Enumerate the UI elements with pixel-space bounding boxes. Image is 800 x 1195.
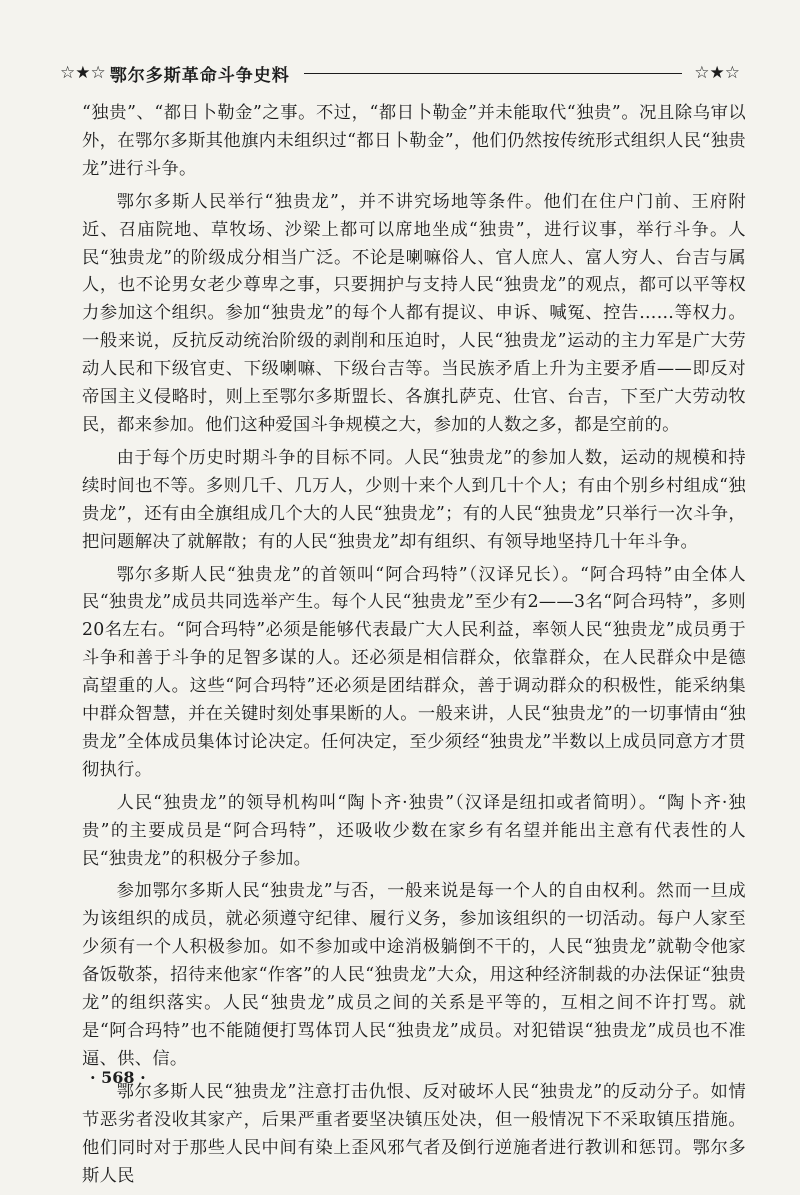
running-header: [60, 58, 740, 88]
paragraph: “独贵”、“都日卜勒金”之事。不过，“都日卜勒金”并未能取代“独贵”。况且除乌审以外，在鄂尔多斯其他旗内未组织过“都日卜勒金”，他们仍然按传统形式组织人民“独贵龙”进行斗争。: [82, 103, 746, 179]
body-text: [82, 100, 746, 1195]
paragraph: 鄂尔多斯人民“独贵龙”注意打击仇恨、反对破坏人民“独贵龙”的反动分子。如情节恶劣者没收其家产，后果严重者要坚决镇压处决，但一般情况下不采取镇压措施。他们同时对于那些人民中间有染上歪风邪气者及倒行逆施者进行教训和惩罚。鄂尔多斯人民: [82, 1081, 746, 1186]
paragraph: 由于每个历史时期斗争的目标不同。人民“独贵龙”的参加人数，运动的规模和持续时间也不等。多则几千、几万人，少则十来个人到几十个人；有由个别乡村组成“独贵龙”，还有由全旗组成几个大的人民“独贵龙”；有的人民“独贵龙”只举行一次斗争，把问题解决了就解散；有的人民“独贵龙”却有组织、有领导地坚持几十年斗争。: [82, 447, 746, 552]
header-rule: [304, 73, 683, 74]
paragraph: 参加鄂尔多斯人民“独贵龙”与否，一般来说是每一个人的自由权利。然而一旦成为该组织的成员，就必须遵守纪律、履行义务，参加该组织的一切活动。每户人家至少须有一个人积极参加。如不参加或中途消极躺倒不干的，人民“独贵龙”就勒令他家备饭敬茶，招待来他家“作客”的人民“独贵龙”大众，用这种经济制裁的办法保证“独贵龙”的组织落实。人民“独贵龙”成员之间的关系是平等的，互相之间不许打骂。就是“阿合玛特”也不能随便打骂体罚人民“独贵龙”成员。对犯错误“独贵龙”成员也不准逼、供、信。: [82, 881, 746, 1069]
paragraph: 鄂尔多斯人民“独贵龙”的首领叫“阿合玛特”（汉译兄长）。“阿合玛特”由全体人民“独贵龙”成员共同选举产生。每个人民“独贵龙”至少有2——3名“阿合玛特”，多则20名左右。“阿合玛特”必须是能够代表最广大人民利益，率领人民“独贵龙”成员勇于斗争和善于斗争的足智多谋的人。还必须是相信群众，依靠群众，在人民群众中是德高望重的人。这些“阿合玛特”还必须是团结群众，善于调动群众的积极性，能采纳集中群众智慧，并在关键时刻处事果断的人。一般来讲，人民“独贵龙”的一切事情由“独贵龙”全体成员集体讨论决定。任何决定，至少须经“独贵龙”半数以上成员同意方才贯彻执行。: [82, 564, 746, 780]
page-number: · 568 ·: [90, 1068, 146, 1087]
paragraph: 人民“独贵龙”的领导机构叫“陶卜齐·独贵”（汉译是纽扣或者简明）。“陶卜齐·独贵”的主要成员是“阿合玛特”，还吸收少数在家乡有名望并能出主意有代表性的人民“独贵龙”的积极分子参加。: [82, 792, 746, 869]
series-title: 鄂尔多斯革命斗争史料: [109, 65, 290, 86]
header-stars-right: ☆★☆: [694, 63, 740, 83]
header-stars-left: ☆★☆: [60, 63, 106, 83]
paragraph: 鄂尔多斯人民举行“独贵龙”，并不讲究场地等条件。他们在住户门前、王府附近、召庙院地、草牧场、沙梁上都可以席地坐成“独贵”，进行议事，举行斗争。人民“独贵龙”的阶级成分相当广泛。不论是喇嘛俗人、官人庶人、富人穷人、台吉与属人，也不论男女老少尊卑之事，只要拥护与支持人民“独贵龙”的观点，都可以平等权力参加这个组织。参加“独贵龙”的每个人都有提议、申诉、喊冤、控告……等权力。一般来说，反抗反动统治阶级的剥削和压迫时，人民“独贵龙”运动的主力军是广大劳动人民和下级官吏、下级喇嘛、下级台吉等。当民族矛盾上升为主要矛盾——即反对帝国主义侵略时，则上至鄂尔多斯盟长、各旗扎萨克、仕官、台吉，下至广大劳动牧民，都来参加。他们这种爱国斗争规模之大，参加的人数之多，都是空前的。: [82, 191, 746, 435]
